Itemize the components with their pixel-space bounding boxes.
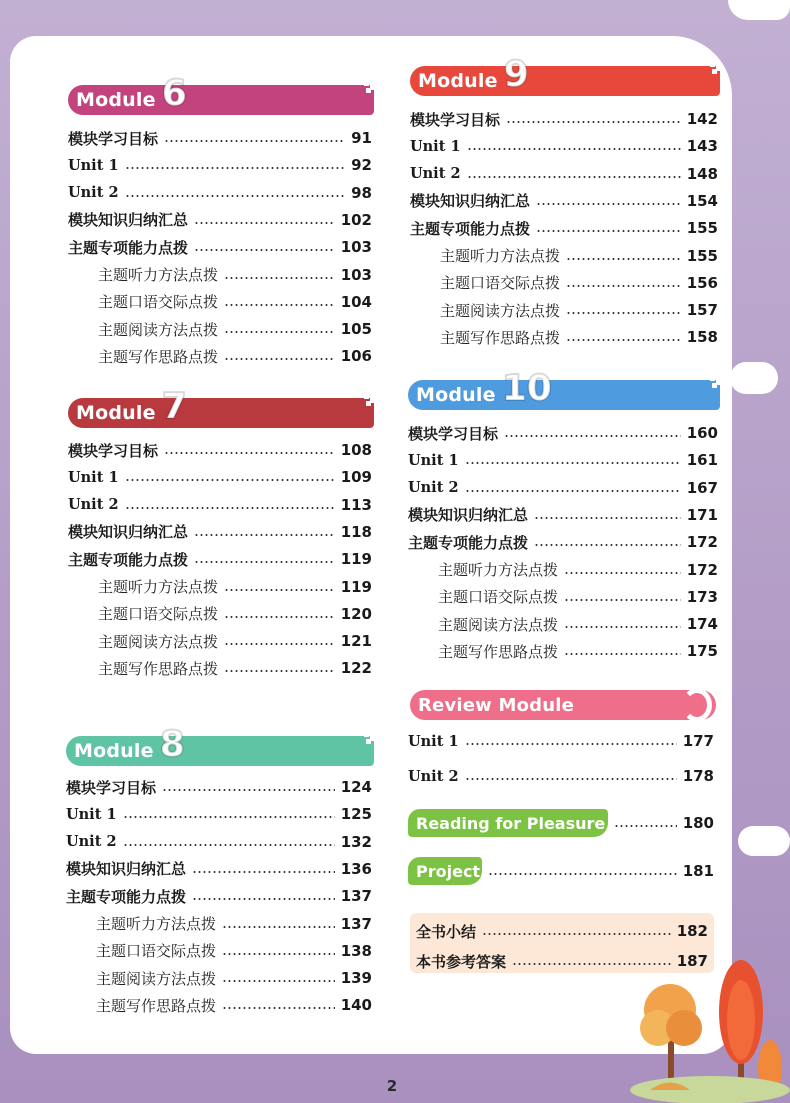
toc-row[interactable] [68,182,372,204]
toc-entry-label: 模块学习目标 [410,110,501,129]
dot-leader [482,933,671,935]
toc-row[interactable] [416,950,708,972]
dot-leader [566,339,681,341]
toc-row[interactable] [410,163,718,185]
dot-leader [222,980,335,982]
dot-leader [125,479,335,481]
toc-row[interactable] [98,630,372,652]
banner-corner-decoration [362,730,376,744]
banner-corner-decoration [362,392,376,406]
dot-leader [224,331,335,333]
dot-leader [566,258,681,260]
dot-leader [224,670,335,672]
toc-entry-label: 模块知识归纳汇总 [68,211,189,230]
module-banner-number: 10 [501,368,552,409]
toc-row[interactable] [410,135,718,157]
dot-leader [222,953,335,955]
review-ring-icon [682,688,712,722]
toc-entry-label: Unit 2 [66,833,117,851]
toc-entry-label: 主题专项能力点拨 [410,219,531,238]
dot-leader [192,871,335,873]
dot-leader [534,517,681,519]
dot-leader [123,844,335,846]
page-number: 2 [386,1077,398,1095]
toc-entry-label: 模块知识归纳汇总 [408,506,529,525]
dot-leader [504,435,681,437]
toc-page-number: 142 [686,110,718,128]
toc-page-number: 138 [340,941,372,960]
toc-row[interactable] [408,477,718,499]
module-banner-word: Module [74,740,154,762]
dot-leader [224,358,335,360]
dot-leader [467,148,681,150]
dot-leader [564,626,681,628]
toc-row[interactable] [66,885,372,907]
toc-row[interactable] [96,994,372,1016]
dot-leader [164,140,345,142]
toc-page-number: 178 [682,767,714,785]
dot-leader [194,222,335,224]
toc-page-number: 106 [340,347,372,366]
toc-row[interactable] [98,657,372,679]
banner-corner-decoration [362,79,376,93]
toc-entry-label: 模块知识归纳汇总 [68,523,189,542]
toc-row[interactable] [98,576,372,598]
toc-entry-label: 主题阅读方法点拨 [440,301,561,320]
toc-page-number: 156 [686,273,718,292]
toc-row[interactable] [66,858,372,880]
toc-entry-label: 主题听力方法点拨 [96,915,217,933]
toc-entry-label: 主题听力方法点拨 [98,578,219,596]
toc-page-number: 91 [351,129,372,147]
toc-entry-label: 主题专项能力点拨 [68,550,189,569]
toc-page-number: 105 [340,320,372,339]
toc-page-number: 174 [686,615,718,634]
toc-entry-label: 模块知识归纳汇总 [66,860,187,879]
toc-row[interactable] [408,531,718,553]
toc-row[interactable] [438,640,718,662]
dot-leader [534,544,681,546]
toc-entry-label: Unit 1 [408,732,459,750]
module-banner-number: 7 [161,386,187,427]
toc-page-number: 180 [682,814,714,832]
dot-leader [194,534,335,536]
toc-page-number: 182 [676,922,708,940]
toc-page-number: 160 [686,424,718,442]
module-banner-6 [68,73,374,115]
toc-page-number: 177 [682,732,714,750]
toc-page-number: 122 [340,659,372,678]
toc-entry-label: 主题口语交际点拨 [438,588,559,607]
dot-leader [224,589,335,591]
module-banner-word: Module [76,89,156,111]
toc-entry-label: 本书参考答案 [416,952,507,971]
toc-entry-label: 主题专项能力点拨 [66,887,187,906]
toc-entry-label: Unit 2 [410,165,461,183]
toc-page-number: 125 [340,805,372,824]
toc-row[interactable] [68,236,372,258]
cloud-right-lower [738,826,790,856]
toc-page-number: 181 [682,862,714,880]
toc-page-number: 140 [340,996,372,1015]
dot-leader [488,873,677,875]
toc-row[interactable] [98,291,372,313]
dot-leader [192,898,335,900]
module-banner-number: 8 [159,724,185,765]
toc-row[interactable] [98,345,372,367]
toc-page-number: 98 [351,183,372,202]
toc-row[interactable] [68,127,372,149]
toc-row[interactable] [410,190,718,212]
dot-leader [566,312,681,314]
toc-page-number: 137 [340,914,372,933]
toc-page-number: 121 [340,632,372,651]
toc-entry-label: 模块学习目标 [68,129,159,148]
review-module-banner [410,690,716,720]
toc-entry-label: 主题写作思路点拨 [98,659,219,678]
dot-leader [564,572,681,574]
project-row[interactable] [408,856,714,886]
review-module-title: Review Module [418,694,575,716]
toc-entry-label: 主题写作思路点拨 [98,347,219,366]
toc-page-number: 155 [686,219,718,238]
toc-row[interactable] [96,967,372,989]
toc-entry-label: 主题写作思路点拨 [438,642,559,661]
toc-page-number: 120 [340,604,372,623]
toc-row[interactable] [416,920,708,942]
dot-leader [164,452,335,454]
toc-page-number: 148 [686,164,718,183]
toc-page-number: 137 [340,887,372,906]
toc-entry-label: Unit 2 [68,184,119,202]
toc-row[interactable] [68,494,372,516]
toc-page-number: 171 [686,505,718,524]
toc-row[interactable] [66,803,372,825]
toc-page-number: 119 [340,577,372,596]
dot-leader [123,816,335,818]
toc-entry-label: 主题口语交际点拨 [98,293,219,312]
module-banner-10 [408,368,720,410]
dot-leader [125,195,346,197]
toc-page-number: 157 [686,301,718,320]
toc-entry-label: 主题专项能力点拨 [68,238,189,257]
toc-row[interactable] [440,245,718,267]
toc-row[interactable] [440,272,718,294]
module-banner-word: Module [416,384,496,406]
toc-entry-label: Unit 2 [408,767,459,785]
toc-entry-label: Unit 2 [68,496,119,514]
dot-leader [224,643,335,645]
toc-page-number: 103 [340,238,372,257]
toc-entry-label: Unit 2 [408,479,459,497]
dot-leader [512,963,671,965]
toc-row[interactable] [438,559,718,581]
toc-entry-label: 模块学习目标 [408,424,499,443]
toc-row[interactable] [408,765,714,787]
toc-entry-label: 模块知识归纳汇总 [410,192,531,211]
toc-entry-label: 主题阅读方法点拨 [438,615,559,634]
toc-entry-label: Unit 1 [68,468,119,486]
toc-entry-label: 主题口语交际点拨 [440,274,561,293]
toc-page-number: 113 [340,495,372,514]
reading-for-pleasure-row[interactable] [408,808,714,838]
toc-page-number: 161 [686,451,718,470]
toc-page-number: 154 [686,191,718,210]
toc-row[interactable] [98,603,372,625]
toc-entry-label: 主题写作思路点拨 [440,328,561,347]
toc-entry-label: 模块学习目标 [68,441,159,460]
dot-leader [465,778,677,780]
toc-page-number: 155 [686,246,718,265]
toc-page-number: 103 [340,265,372,284]
dot-leader [224,304,335,306]
dot-leader [222,926,335,928]
dot-leader [566,285,681,287]
module-banner-7 [68,386,374,428]
dot-leader [465,462,681,464]
toc-row[interactable] [68,439,372,461]
module-banner-9 [410,54,720,96]
toc-row[interactable] [68,154,372,176]
toc-page-number: 102 [340,210,372,229]
toc-page-number: 119 [340,550,372,569]
dot-leader [536,230,681,232]
reading-for-pleasure-pill: Reading for Pleasure [408,809,608,837]
dot-leader [465,490,681,492]
dot-leader [224,277,335,279]
toc-entry-label: 全书小结 [416,922,477,941]
dot-leader [564,599,681,601]
toc-entry-label: 主题听力方法点拨 [440,247,561,265]
toc-page-number: 104 [340,292,372,311]
module-banner-number: 6 [161,73,187,114]
toc-entry-label: 主题专项能力点拨 [408,533,529,552]
toc-entry-label: 主题听力方法点拨 [438,561,559,579]
toc-row[interactable] [98,318,372,340]
dot-leader [506,121,681,123]
dot-leader [222,1007,335,1009]
toc-page-number: 92 [351,156,372,175]
toc-page-number: 158 [686,328,718,347]
toc-page-number: 139 [340,969,372,988]
dot-leader [162,789,335,791]
toc-entry-label: 主题阅读方法点拨 [96,969,217,988]
dot-leader [125,507,335,509]
toc-row[interactable] [66,831,372,853]
toc-page-number: 118 [340,522,372,541]
dot-leader [614,825,677,827]
toc-page-number: 108 [340,441,372,459]
dot-leader [125,167,346,169]
toc-entry-label: Unit 1 [68,156,119,174]
toc-row[interactable] [98,264,372,286]
cloud-top-right [728,0,790,20]
toc-entry-label: 主题听力方法点拨 [98,266,219,284]
module-banner-8 [66,724,374,766]
toc-entry-label: 主题口语交际点拨 [96,942,217,961]
toc-row[interactable] [68,521,372,543]
dot-leader [564,653,681,655]
toc-entry-label: 主题写作思路点拨 [96,996,217,1015]
toc-row[interactable] [438,586,718,608]
toc-row[interactable] [438,613,718,635]
toc-page-number: 173 [686,587,718,606]
toc-row[interactable] [410,108,718,130]
toc-row[interactable] [410,217,718,239]
toc-row[interactable] [68,466,372,488]
toc-row[interactable] [440,326,718,348]
dot-leader [194,561,335,563]
banner-corner-decoration [708,374,722,388]
module-banner-word: Module [418,70,498,92]
banner-corner-decoration [708,60,722,74]
toc-page-number: 175 [686,642,718,661]
toc-page-number: 132 [340,832,372,851]
toc-entry-label: Unit 1 [66,805,117,823]
toc-entry-label: 模块学习目标 [66,778,157,797]
toc-entry-label: 主题阅读方法点拨 [98,320,219,339]
dot-leader [536,203,681,205]
toc-page-number: 109 [340,468,372,487]
toc-entry-label: 主题口语交际点拨 [98,605,219,624]
project-pill: Project [408,857,482,885]
toc-row[interactable] [408,422,718,444]
dot-leader [467,176,681,178]
toc-row[interactable] [408,504,718,526]
dot-leader [465,743,677,745]
toc-row[interactable] [96,940,372,962]
toc-entry-label: 主题阅读方法点拨 [98,632,219,651]
toc-row[interactable] [408,449,718,471]
module-banner-word: Module [76,402,156,424]
toc-row[interactable] [440,299,718,321]
module-banner-number: 9 [503,54,529,95]
toc-row[interactable] [66,776,372,798]
cloud-right-mid [730,362,778,394]
toc-entry-label: Unit 1 [410,137,461,155]
toc-row[interactable] [408,730,714,752]
toc-row[interactable] [68,548,372,570]
toc-page-number: 187 [676,952,708,970]
toc-page-number: 167 [686,478,718,497]
toc-row[interactable] [68,209,372,231]
toc-page-number: 136 [340,859,372,878]
toc-row[interactable] [96,913,372,935]
toc-page-number: 172 [686,560,718,579]
toc-page-number: 124 [340,778,372,796]
toc-entry-label: Unit 1 [408,451,459,469]
toc-page-number: 172 [686,533,718,552]
dot-leader [194,249,335,251]
toc-page-number: 143 [686,137,718,156]
dot-leader [224,616,335,618]
